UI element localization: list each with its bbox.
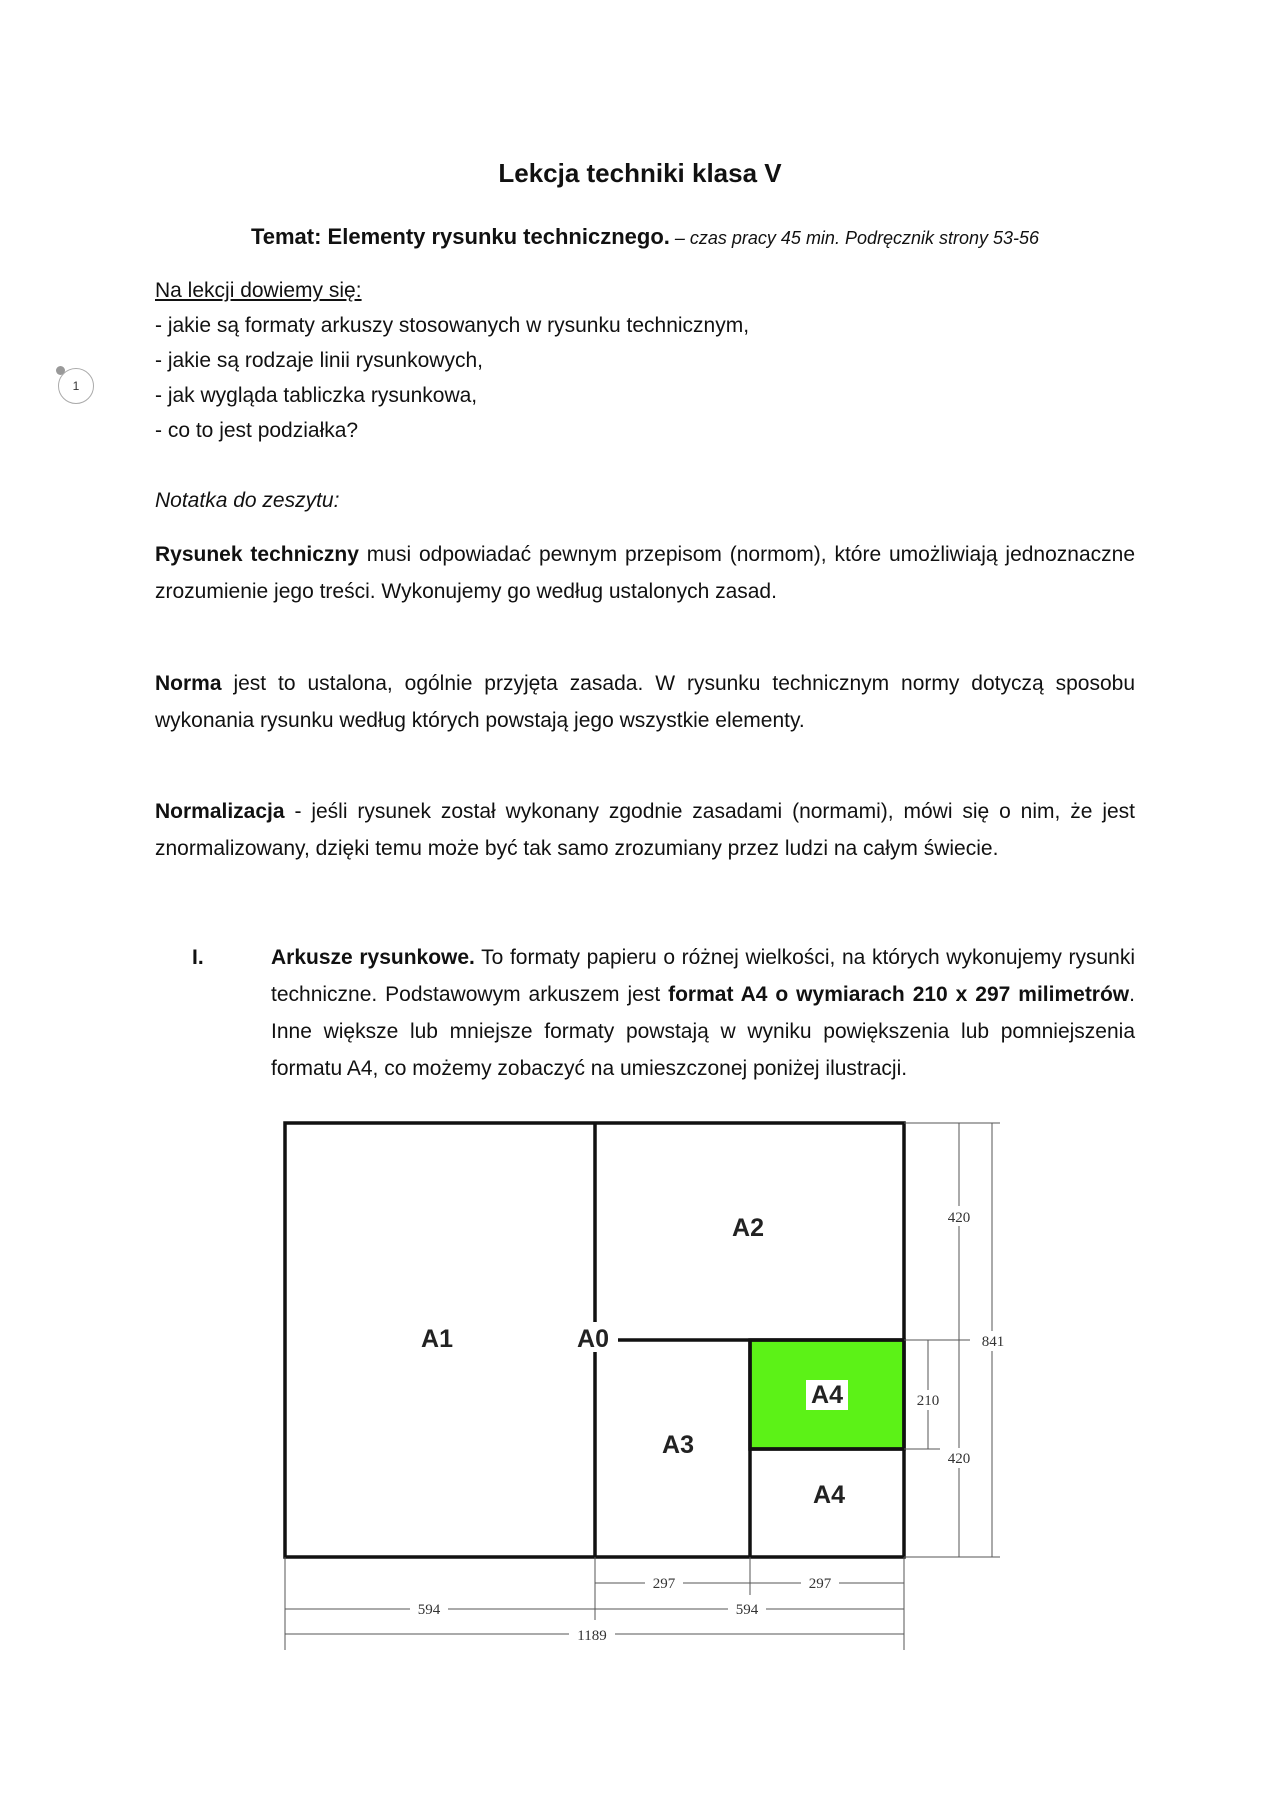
- label-a3: A3: [662, 1431, 694, 1459]
- list-item: - jakie są formaty arkuszy stosowanych w rysunku technicznym,: [155, 314, 750, 337]
- section-bold: format A4 o wymiarach 210 x 297 milimetrów: [668, 983, 1130, 1006]
- dim-1189: 1189: [577, 1628, 607, 1644]
- label-a2: A2: [732, 1214, 764, 1242]
- dim-a4-height: 210: [916, 1393, 940, 1409]
- dim-right-top: 420: [947, 1210, 971, 1226]
- topic-details: – czas pracy 45 min. Podręcznik strony 53-56: [669, 228, 1040, 248]
- term: Normalizacja: [155, 800, 285, 823]
- list-item: - jakie są rodzaje linii rysunkowych,: [155, 349, 483, 372]
- section-term: Arkusze rysunkowe.: [271, 946, 475, 969]
- page-title: Lekcja techniki klasa V: [498, 158, 782, 188]
- definition: musi odpowiadać pewnym przepisom (normom), które umożliwiają jednoznaczne zrozumienie jego treści. Wykonujemy go według ustalonych zasad.: [155, 543, 1135, 603]
- term: Rysunek techniczny: [155, 543, 359, 566]
- topic-bold: Temat: Elementy rysunku technicznego.: [250, 224, 670, 249]
- term: Norma: [155, 672, 222, 695]
- list-item: - co to jest podziałka?: [155, 419, 359, 442]
- list-item: - jak wygląda tabliczka rysunkowa,: [155, 384, 478, 407]
- intro-heading: Na lekcji dowiemy się:: [155, 279, 362, 302]
- note-label: Notatka do zeszytu:: [155, 489, 340, 512]
- definition: jest to ustalona, ogólnie przyjęta zasada. W rysunku technicznym normy dotyczą sposobu wykonania rysunku według których powstają jego wszystkie elementy.: [155, 672, 1135, 732]
- label-a1: A1: [421, 1325, 453, 1353]
- dim-297-a: 297: [652, 1576, 676, 1592]
- section-text: . Inne większe lub mniejsze formaty powstają w wyniku powiększenia lub pomniejszenia formatu A4, co możemy zobaczyć na umieszczonej poniżej ilustracji.: [271, 983, 1135, 1080]
- page-number-badge: 1: [58, 368, 94, 404]
- section-numeral: I.: [192, 946, 204, 969]
- label-a4-green: A4: [811, 1381, 843, 1409]
- dim-594-b: 594: [735, 1602, 759, 1618]
- dim-right-bottom: 420: [947, 1451, 971, 1467]
- label-a4: A4: [813, 1481, 845, 1509]
- dim-right-total: 841: [981, 1334, 1005, 1350]
- definition: - jeśli rysunek został wykonany zgodnie zasadami (normami), mówi się o nim, że jest znormalizowany, dzięki temu może być tak samo zrozumiany przez ludzi na całym świecie.: [155, 800, 1135, 860]
- dim-594-a: 594: [417, 1602, 441, 1618]
- section-text: To formaty papieru o różnej wielkości, na których wykonujemy rysunki techniczne. Podstawowym arkuszem jest: [271, 946, 1135, 1006]
- dim-297-b: 297: [808, 1576, 832, 1592]
- label-a0: A0: [577, 1325, 609, 1353]
